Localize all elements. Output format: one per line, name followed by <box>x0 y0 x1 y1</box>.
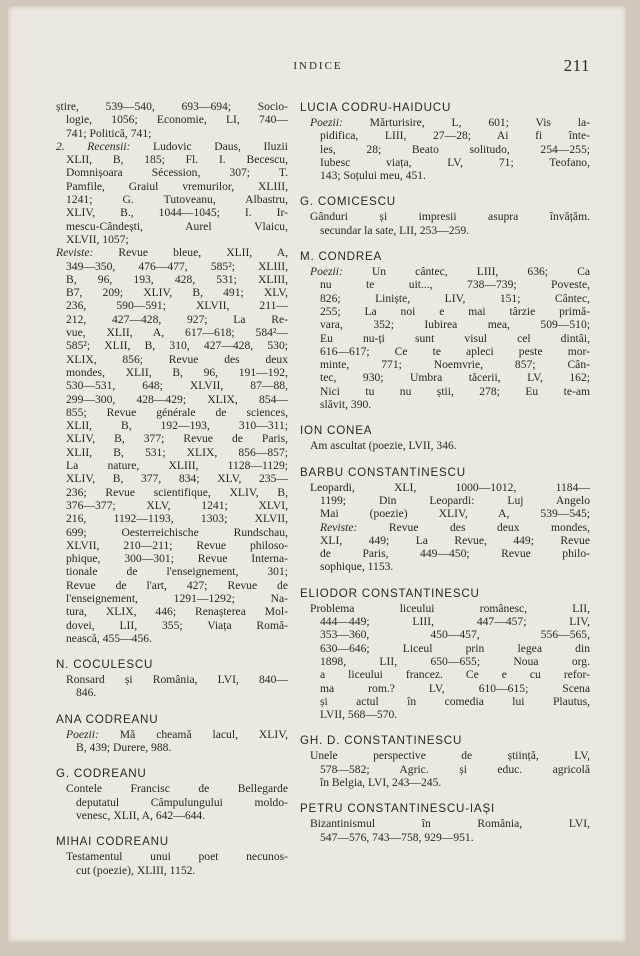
index-line: tura, XLIX, 446; Renașterea Mol- <box>66 605 288 619</box>
index-line: 578—582; Agric. și educ. agricolă <box>320 762 590 776</box>
author-name: BARBU CONSTANTINESCU <box>300 465 466 479</box>
index-line: 585²; XLII, B, 310, 427—428, 530; <box>66 339 288 353</box>
index-line: 1241; G. Tutoveanu, Albastru, <box>66 193 288 207</box>
index-line: B7, 209; XLIV, B, 491; XLV, <box>66 286 288 300</box>
index-line: 699; Oesterreichische Rundschau, <box>66 525 288 539</box>
index-line: Eu nu-ți sunt visul cel dintâi, <box>320 331 590 345</box>
index-line: slăvit, 390. <box>320 398 372 412</box>
entry-references <box>56 673 288 700</box>
index-line: Poezii: Un cântec, LIII, 636; Ca <box>310 265 590 279</box>
index-line: 630—646; Liceul prin legea din <box>320 641 590 655</box>
index-entry <box>300 733 590 789</box>
index-line: deputatul Câmpulungului moldo- <box>76 795 288 809</box>
index-entry <box>300 801 590 844</box>
index-line: nu te uit..., 738—739; Poveste, <box>320 278 590 292</box>
entry-references <box>300 116 590 182</box>
section-label: Reviste: <box>56 246 94 260</box>
section-label: Reviste: <box>320 520 358 534</box>
index-line: 444—449; LIII, 447—457; LIV, <box>320 615 590 629</box>
index-line: Nici tu nu știi, 278; Eu te-am <box>320 384 590 398</box>
author-name: LUCIA CODRU-HAIDUCU <box>300 101 452 114</box>
running-title: INDICE <box>293 60 343 72</box>
index-line: XLIV, B., 1044—1045; I. Ir- <box>66 206 288 220</box>
index-line: LVII, 568—570. <box>320 708 398 722</box>
index-line: tec, 930; Umbra tăcerii, LV, 162; <box>320 371 590 385</box>
entry-references <box>56 728 288 755</box>
index-line: Domnișoara Sécession, 307; T. <box>66 166 288 180</box>
index-line: Testamentul unui poet necunos- <box>66 850 288 864</box>
index-line: 826; Liniște, LIV, 151; Cântec, <box>320 291 590 305</box>
index-line: 741; Politică, 741; <box>66 126 152 140</box>
index-line: mescu-Cândești, Aurel Vlaicu, <box>66 219 288 233</box>
index-line: phique, 300—301; Revue Interna- <box>66 552 288 566</box>
index-line: XLII, B, 192—193, 310—311; <box>66 419 288 433</box>
author-name: M. CONDREA <box>300 250 383 264</box>
index-line: Leopardi, XLI, 1000—1012, 1184— <box>310 480 590 494</box>
index-line: Poezii: Mă cheamă lacul, XLIV, <box>66 727 288 741</box>
index-line: 2. Recensii: Ludovic Daus, Iluzii <box>56 139 288 153</box>
entry-references <box>300 602 590 722</box>
index-line: minte, 771; Noemvrie, 857; Cân- <box>320 358 590 372</box>
entry-references <box>56 782 288 822</box>
index-line: 846. <box>76 686 97 700</box>
index-line: 216, 1192—1193, 1303; XLVII, <box>66 512 288 526</box>
index-line: și actul în comedia lui Plautus, <box>320 694 590 708</box>
index-line: XLII, B, 185; Fl. I. Becescu, <box>66 153 288 167</box>
index-line: sophique, 1153. <box>320 560 394 574</box>
index-line: La nature, XLIII, 1128—1129; <box>66 459 288 473</box>
index-line: logie, 1056; Economie, LI, 740— <box>66 113 288 127</box>
index-entry <box>56 766 288 822</box>
index-line: Revue de l'art, 427; Revue de <box>66 578 288 592</box>
index-line: cut (poezie), XLIII, 1152. <box>76 863 196 877</box>
page-header <box>8 56 626 80</box>
index-entry <box>300 194 590 237</box>
index-line: 616—617; Ce te apleci peste mor- <box>320 344 590 358</box>
index-line: 299—300, 428—429; XLIX, 854— <box>66 392 288 406</box>
index-line: Reviste: Revue des deux mondes, <box>320 520 590 534</box>
index-line: ma rom.? LV, 610—615; Scena <box>320 681 590 695</box>
index-line: 353—360, 450—457, 556—565, <box>320 628 590 642</box>
index-line: 530—531, 648; XLVII, 87—88, <box>66 379 288 393</box>
index-line: de Paris, 449—450; Revue philo- <box>320 547 590 561</box>
index-entry <box>300 100 590 182</box>
index-line: Problema liceului românesc, LII, <box>310 601 590 615</box>
index-line: în Belgia, LVI, 243—245. <box>320 775 442 789</box>
index-page <box>8 6 626 942</box>
section-label: Poezii: <box>310 265 343 279</box>
index-line: 1898, LII, 650—655; Noua org. <box>320 654 590 668</box>
index-line: 376—377; XLV, 1241; XLVI, <box>66 498 288 512</box>
index-line: Contele Francisc de Bellegarde <box>66 782 288 796</box>
index-entry <box>300 465 590 574</box>
index-line: XLI, 449; La Revue, 449; Revue <box>320 533 590 547</box>
index-entry <box>56 834 288 877</box>
index-entry <box>300 249 590 411</box>
entry-references <box>300 265 590 411</box>
author-name: G. COMICESCU <box>300 195 396 209</box>
index-line: 547—576, 743—758, 929—951. <box>320 830 474 844</box>
section-label: 2. Recensii: <box>56 139 131 153</box>
author-name: MIHAI CODREANU <box>56 835 169 849</box>
index-line: Am ascultat (poezie, LVII, 346. <box>310 439 457 453</box>
index-line: tionale de l'enseignement, 301; <box>66 565 288 579</box>
index-line: 255; La noi e mai târzie primă- <box>320 304 590 318</box>
index-line: secundar la sate, LII, 253—259. <box>320 223 470 237</box>
index-entry <box>300 586 590 722</box>
index-line: les, 28; Beato solitudo, 254—255; <box>320 142 590 156</box>
entry-references <box>56 850 288 877</box>
index-line: nească, 455—456. <box>66 631 152 645</box>
author-name: N. COCULESCU <box>56 658 154 672</box>
index-line: Mai (poezie) XLIV, A, 539—545; <box>320 507 590 521</box>
index-line: știre, 539—540, 693—694; Socio- <box>56 100 288 113</box>
index-line: XLIX, 856; Revue des deux <box>66 352 288 366</box>
index-line: pidifica, LIII, 27—28; Ai fi înte- <box>320 129 590 143</box>
left-column <box>56 100 288 889</box>
continued-entry <box>56 100 288 645</box>
entry-references <box>300 439 590 452</box>
index-line: 143; Soțului meu, 451. <box>320 169 426 183</box>
index-line: B, 96, 193, 428, 531; XLIII, <box>66 272 288 286</box>
author-name: PETRU CONSTANTINESCU-IAȘI <box>300 802 495 816</box>
index-line: Poezii: Mărturisire, L, 601; Vis la- <box>310 116 590 129</box>
index-line: a liceului francez. Ce e cu refor- <box>320 668 590 682</box>
index-line: Gânduri și impresii asupra învățăm. <box>310 210 590 224</box>
index-line: Iubesc viața, LV, 71; Teofano, <box>320 155 590 169</box>
index-line: mondes, XLII, B, 96, 191—192, <box>66 365 288 379</box>
author-name: ION CONEA <box>300 424 373 438</box>
index-line: Ronsard și România, LVI, 840— <box>66 673 288 687</box>
section-label: Poezii: <box>310 116 343 129</box>
index-line: Pamfile, Graiul vremurilor, XLIII, <box>66 179 288 193</box>
index-line: Bizantinismul în România, LVI, <box>310 817 590 831</box>
author-name: ELIODOR CONSTANTINESCU <box>300 586 480 600</box>
entry-references <box>300 481 590 574</box>
index-line: Unele perspective de știință, LV, <box>310 749 590 763</box>
index-entry <box>56 657 288 700</box>
index-line: XLIV, B, 377; Revue de Paris, <box>66 432 288 446</box>
index-line: l'enseignement, 1291—1292; Na- <box>66 591 288 605</box>
page-number: 211 <box>563 56 590 75</box>
index-line: XLII, B, 531; XLIX, 856—857; <box>66 445 288 459</box>
right-column <box>300 100 590 856</box>
author-name: G. CODREANU <box>56 767 147 781</box>
index-line: 236, 590—591; XLVII, 211— <box>66 299 288 313</box>
author-name: ANA CODREANU <box>56 712 159 726</box>
entry-references <box>300 817 590 844</box>
index-line: XLVII, 1057; <box>66 232 129 246</box>
index-line: XLVII, 210—211; Revue philoso- <box>66 538 288 552</box>
index-line: Reviste: Revue bleue, XLII, A, <box>56 246 288 260</box>
index-line: venesc, XLII, A, 642—644. <box>76 808 206 822</box>
index-line: 212, 427—428, 927; La Re- <box>66 312 288 326</box>
index-line: vara, 352; Iubirea mea, 509—510; <box>320 318 590 332</box>
index-line: 855; Revue générale de sciences, <box>66 405 288 419</box>
index-line: 1199; Din Leopardi: Luj Angelo <box>320 493 590 507</box>
index-line: XLIV, B, 377, 834; XLV, 235— <box>66 472 288 486</box>
section-label: Poezii: <box>66 727 99 741</box>
index-entry <box>300 423 590 452</box>
author-name: GH. D. CONSTANTINESCU <box>300 734 463 748</box>
index-line: B, 439; Durere, 988. <box>76 741 172 755</box>
entry-references <box>300 210 590 237</box>
index-line: dovei, LII, 355; Viața Româ- <box>66 618 288 632</box>
index-line: 236; Revue scientifique, XLIV, B, <box>66 485 288 499</box>
entry-references <box>300 749 590 789</box>
index-entry <box>56 712 288 755</box>
index-line: vue, XLII, A, 617—618; 584²— <box>66 326 288 340</box>
index-line: 349—350, 476—477, 585²; XLIII, <box>66 259 288 273</box>
